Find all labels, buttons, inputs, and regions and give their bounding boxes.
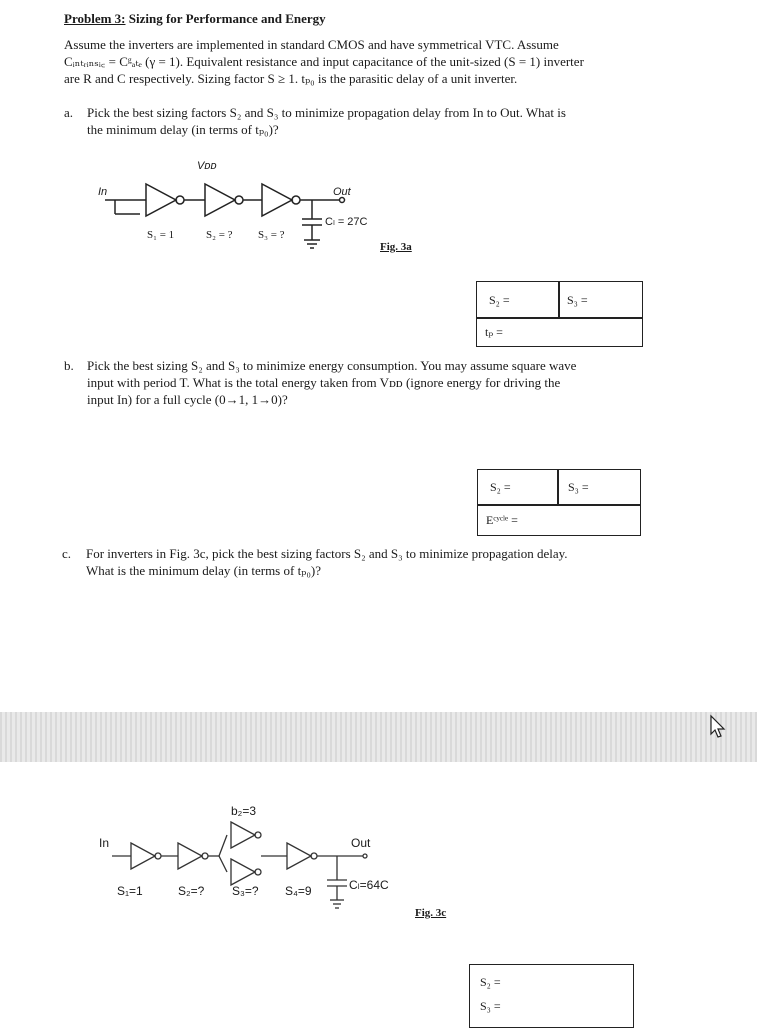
load-cap-label-3c: Cₗ=64C — [349, 878, 389, 892]
answer-c-s2: S₂ = — [480, 975, 501, 989]
intro-line-3: are R and C respectively. Sizing factor S ≥ 1. tₚ₀ is the parasitic delay of a unit inverter. — [64, 71, 518, 86]
in-label-3a: In — [98, 186, 108, 198]
inverter-c3-branch-shape — [231, 822, 255, 848]
load-cap-label-3a: Cₗ = 27C — [325, 216, 368, 228]
answer-a-s3: S₃ = — [567, 293, 588, 307]
answer-b-s2: S₂ = — [490, 480, 511, 494]
s2-label-3c: S₂=? — [178, 884, 205, 898]
in-label-3c: In — [99, 836, 110, 850]
inverter-c1-shape — [131, 843, 155, 869]
s2-label-3a: S₂ = ? — [206, 229, 233, 241]
problem-number: Problem 3: — [64, 11, 126, 26]
answer-a-s2: S₂ = — [489, 293, 510, 307]
part-c-line-2: What is the minimum delay (in terms of tₚ₀)? — [86, 563, 322, 578]
inverter-c2-shape — [178, 843, 202, 869]
fig-3c-caption: Fig. 3c — [415, 907, 447, 919]
b2-label-3c: b₂=3 — [231, 804, 257, 818]
problem-subject: Sizing for Performance and Energy — [128, 11, 326, 26]
vdd-label-3a: Vᴅᴅ — [197, 160, 217, 172]
s3-label-3c: S₃=? — [232, 884, 259, 898]
part-c-label: c. — [62, 546, 72, 561]
answer-c-s3: S₃ = — [480, 999, 501, 1013]
part-a-line-1: Pick the best sizing factors S₂ and S₃ to minimize propagation delay from In to Out. What is — [87, 105, 566, 120]
part-a-label: a. — [64, 105, 74, 120]
part-b-line-3: input In) for a full cycle (0→1, 1→0)? — [87, 392, 288, 407]
part-b-label: b. — [64, 358, 74, 373]
fig-3a-caption: Fig. 3a — [380, 241, 412, 253]
s1-label-3a: S₁ = 1 — [147, 229, 175, 241]
part-b-line-1: Pick the best sizing S₂ and S₃ to minimize energy consumption. You may assume square wave — [87, 358, 577, 373]
out-label-3c: Out — [351, 836, 371, 850]
out-label-3a: Out — [333, 186, 351, 198]
inverter-c4-shape — [287, 843, 311, 869]
part-b-line-2: input with period T. What is the total energy taken from Vᴅᴅ (ignore energy for driving the — [87, 375, 561, 390]
inverter-c3-main-shape — [231, 859, 255, 885]
answer-b-s3: S₃ = — [568, 480, 589, 494]
part-a-line-2: the minimum delay (in terms of tₚ₀)? — [87, 122, 279, 137]
answer-box-c — [469, 964, 634, 1028]
s4-label-3c: S₄=9 — [285, 884, 312, 898]
answer-a-tp: tₚ = — [485, 325, 503, 339]
intro-line-2: Cᵢₙₜᵣᵢₙₛᵢ꜀ = Cᵍₐₜₑ (γ = 1). Equivalent resistance and input capacitance of the unit-sized (S = 1) inverter — [64, 54, 584, 69]
intro-line-1: Assume the inverters are implemented in standard CMOS and have symmetrical VTC. Assume — [64, 37, 559, 52]
part-c-line-1: For inverters in Fig. 3c, pick the best sizing factors S₂ and S₃ to minimize propagation delay. — [86, 546, 568, 561]
s1-label-3c: S₁=1 — [117, 884, 143, 898]
s3-label-3a: S₃ = ? — [258, 229, 285, 241]
answer-b-ecycle: Eᶜʸᶜˡᵉ = — [486, 513, 518, 527]
